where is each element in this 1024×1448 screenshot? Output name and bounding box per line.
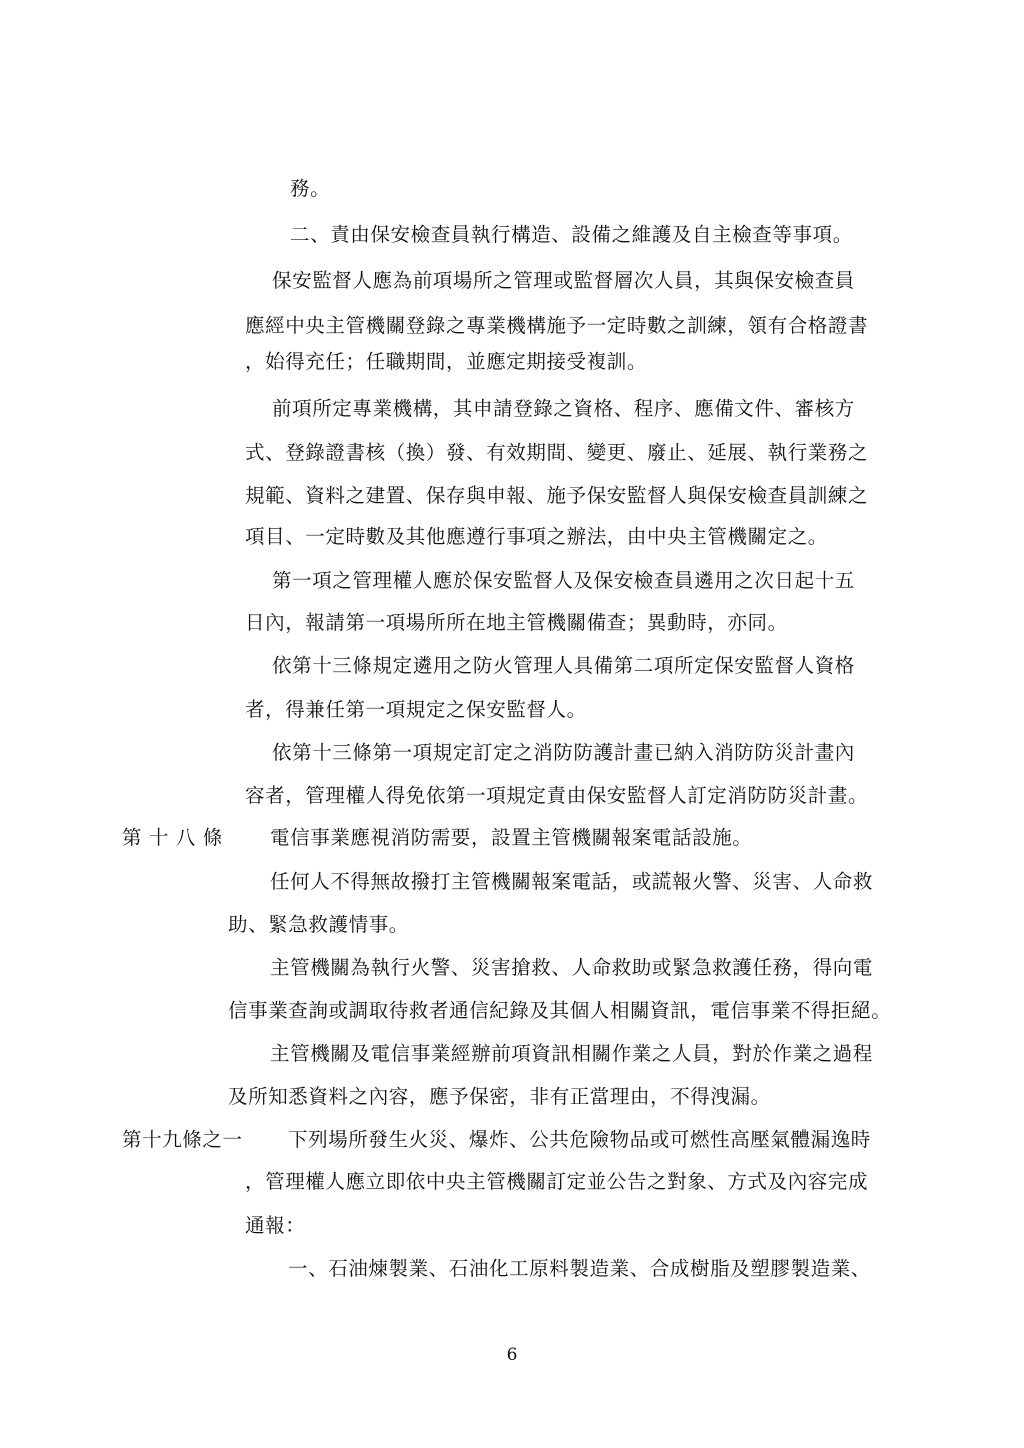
text-line-10: 第一項之管理權人應於保安監督人及保安檢查員遴用之次日起十五 (272, 569, 855, 592)
article-label-18: 第 十 八 條 (122, 826, 223, 849)
text-line-26: 一、石油煉製業、石油化工原料製造業、合成樹脂及塑膠製造業、 (288, 1257, 871, 1280)
text-line-21: 主管機關及電信事業經辦前項資訊相關作業之人員，對於作業之過程 (270, 1042, 874, 1065)
text-line-3: 保安監督人應為前項場所之管理或監督層次人員，其與保安檢查員 (272, 269, 855, 292)
text-line-11: 日內，報請第一項場所所在地主管機關備查；異動時，亦同。 (245, 611, 788, 634)
text-line-22: 及所知悉資料之內容，應予保密，非有正當理由，不得洩漏。 (228, 1085, 771, 1108)
text-line-12: 依第十三條規定遴用之防火管理人具備第二項所定保安監督人資格 (272, 654, 855, 677)
text-line-6: 前項所定專業機構，其申請登錄之資格、程序、應備文件、審核方 (272, 397, 855, 420)
text-line-19: 主管機關為執行火警、災害搶救、人命救助或緊急救護任務，得向電 (270, 956, 874, 979)
text-line-4: 應經中央主管機關登錄之專業機構施予一定時數之訓練，領有合格證書 (245, 314, 869, 337)
text-line-8: 規範、資料之建置、保存與申報、施予保安監督人與保安檢查員訓練之 (245, 484, 869, 507)
page-number: 6 (506, 1345, 518, 1365)
text-line-18: 助、緊急救護情事。 (228, 913, 409, 936)
text-line-1: 務。 (290, 177, 331, 200)
text-line-13: 者，得兼任第一項規定之保安監督人。 (245, 698, 587, 721)
text-line-17: 任何人不得無故撥打主管機關報案電話，或謊報火警、災害、人命救 (270, 870, 874, 893)
text-line-20: 信事業查詢或調取待救者通信紀錄及其個人相關資訊，電信事業不得拒絕。 (228, 999, 892, 1022)
text-line-15: 容者，管理權人得免依第一項規定責由保安監督人訂定消防防災計畫。 (245, 784, 869, 807)
article-label-19-1: 第十九條之一 (122, 1128, 243, 1151)
text-line-24: ，管理權人應立即依中央主管機關訂定並公告之對象、方式及內容完成 (245, 1170, 869, 1193)
text-line-9: 項目、一定時數及其他應遵行事項之辦法，由中央主管機關定之。 (245, 525, 828, 548)
text-line-7: 式、登錄證書核（換）發、有效期間、變更、廢止、延展、執行業務之 (245, 441, 869, 464)
text-line-23: 下列場所發生火災、爆炸、公共危險物品或可燃性高壓氣體漏逸時 (288, 1128, 871, 1151)
text-line-25: 通報： (245, 1214, 306, 1237)
text-line-2: 二、責由保安檢查員執行構造、設備之維護及自主檢查等事項。 (290, 223, 853, 246)
text-line-5: ，始得充任；任職期間，並應定期接受複訓。 (245, 350, 648, 373)
text-line-16: 電信事業應視消防需要，設置主管機關報案電話設施。 (270, 826, 753, 849)
text-line-14: 依第十三條第一項規定訂定之消防防護計畫已納入消防防災計畫內 (272, 741, 855, 764)
